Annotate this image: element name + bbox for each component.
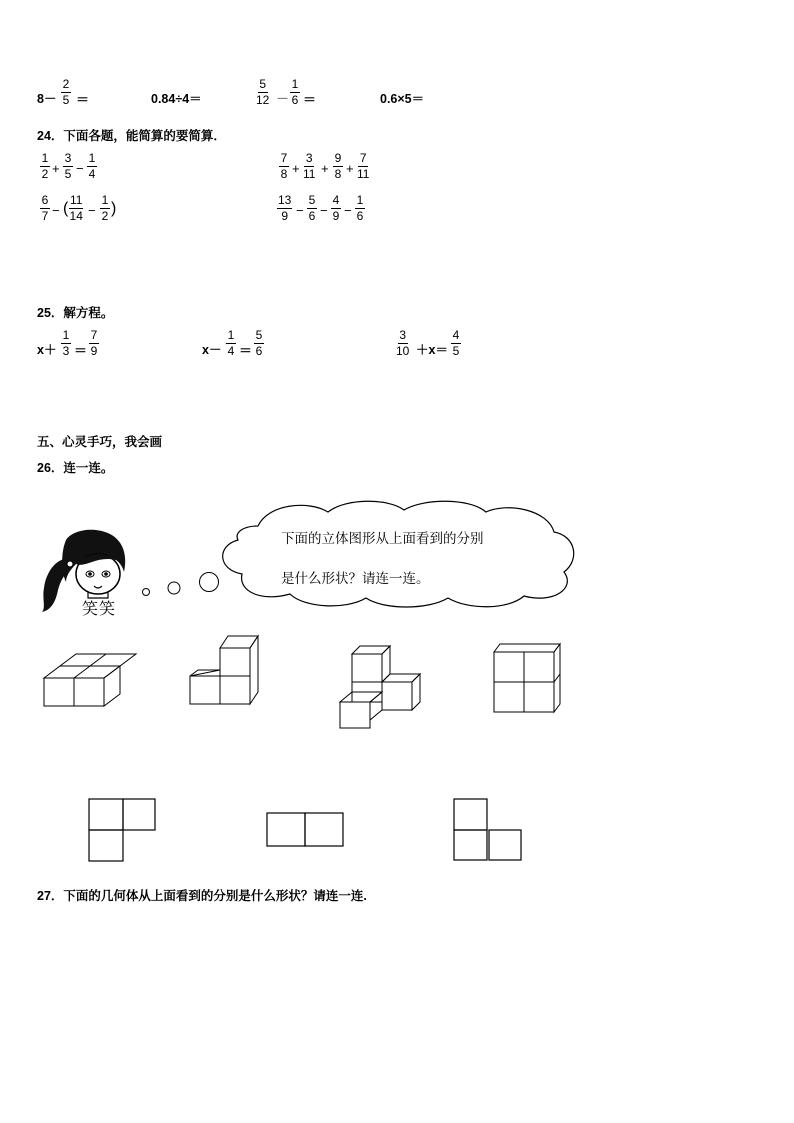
q24a-frac-2: $\frac{3}{5}$	[64, 151, 72, 181]
numerator: 2	[62, 77, 70, 91]
minus-sign: −	[320, 203, 328, 218]
q24a-frac-3: $\frac{1}{4}$	[88, 151, 96, 181]
eq2-frac-1: $\frac{1}{4}$	[227, 328, 235, 358]
eq1-lead: x＋	[37, 343, 57, 357]
q24d-frac-3: $\frac{4}{9}$	[332, 193, 340, 223]
plus-sign: +	[321, 161, 329, 176]
top-view-shape-3	[451, 796, 527, 864]
eq3-frac-1: $\frac{3}{10}$	[396, 328, 410, 358]
eq2-frac-2: $\frac{5}{6}$	[255, 328, 263, 358]
eq1-frac-2: $\frac{7}{9}$	[90, 328, 98, 358]
minus-sign: −	[88, 203, 96, 218]
eq3-mid: ＋x＝	[416, 343, 448, 357]
q24c-frac-2: $\frac{11}{14}$	[69, 193, 83, 223]
speech-cloud	[218, 498, 580, 610]
girl-name-label: 笑笑	[82, 599, 117, 618]
solid-figure-3	[336, 640, 428, 730]
q24d-frac-4: $\frac{1}{6}$	[356, 193, 364, 223]
question-24-title: 24．下面各题，能简算的要简算．	[37, 129, 226, 143]
eq2-lead: x－	[202, 343, 222, 357]
minus-sign: －	[276, 91, 290, 106]
eq3-frac-2: $\frac{4}{5}$	[452, 328, 460, 358]
q24d-frac-1: $\frac{13}{9}$	[278, 193, 292, 223]
minus-sign: −	[296, 203, 304, 218]
q24a-frac-1: $\frac{1}{2}$	[41, 151, 49, 181]
expr-4: 0.6×5＝	[380, 92, 425, 106]
q24c-frac-3: $\frac{1}{2}$	[101, 193, 109, 223]
plus-sign: +	[52, 161, 60, 176]
question-26-title: 26．连一连。	[37, 461, 114, 475]
q24b-frac-3: $\frac{9}{8}$	[334, 151, 342, 181]
q24c-frac-1: $\frac{6}{7}$	[41, 193, 49, 223]
plus-sign: +	[292, 161, 300, 176]
denominator: 5	[62, 93, 70, 107]
cloud-text-line-1: 下面的立体图形从上面看到的分别	[281, 531, 484, 547]
q24b-frac-4: $\frac{7}{11}$	[357, 151, 370, 181]
plus-sign: +	[346, 161, 354, 176]
q24b-frac-1: $\frac{7}{8}$	[280, 151, 288, 181]
equals-sign: ＝	[239, 343, 253, 358]
expr-1-fraction	[61, 78, 71, 107]
minus-sign: −	[52, 203, 60, 218]
minus-sign: −	[344, 203, 352, 218]
solid-figure-4	[490, 640, 570, 716]
eq1-frac-1: $\frac{1}{3}$	[62, 328, 70, 358]
equals-sign: ＝	[76, 92, 90, 107]
solid-figure-1	[40, 650, 130, 710]
solid-figure-2	[186, 632, 266, 710]
cloud-text-line-2: 是什么形状？请连一连。	[281, 571, 430, 587]
question-25-title: 25．解方程。	[37, 306, 114, 320]
top-view-shape-2	[264, 810, 348, 850]
left-paren: (	[63, 200, 69, 217]
question-27-title: 27．下面的几何体从上面看到的分别是什么形状？请连一连.	[37, 889, 367, 903]
equals-sign: ＝	[74, 343, 88, 358]
right-paren: )	[111, 200, 117, 217]
section-5-heading: 五、心灵手巧，我会画	[37, 435, 163, 449]
q24d-frac-2: $\frac{5}{6}$	[308, 193, 316, 223]
minus-sign: −	[76, 161, 84, 176]
expr-1-lead: 8－	[37, 92, 57, 106]
top-view-shape-1	[86, 796, 160, 864]
expr-3-fraction-1: $\frac{5}{12}$	[256, 77, 270, 107]
equals-sign: ＝	[303, 92, 317, 107]
expr-3-fraction-2: $\frac{1}{6}$	[291, 77, 299, 107]
q24b-frac-2: $\frac{3}{11}$	[303, 151, 316, 181]
expr-2: 0.84÷4＝	[151, 92, 202, 106]
thought-bubbles	[138, 568, 228, 604]
